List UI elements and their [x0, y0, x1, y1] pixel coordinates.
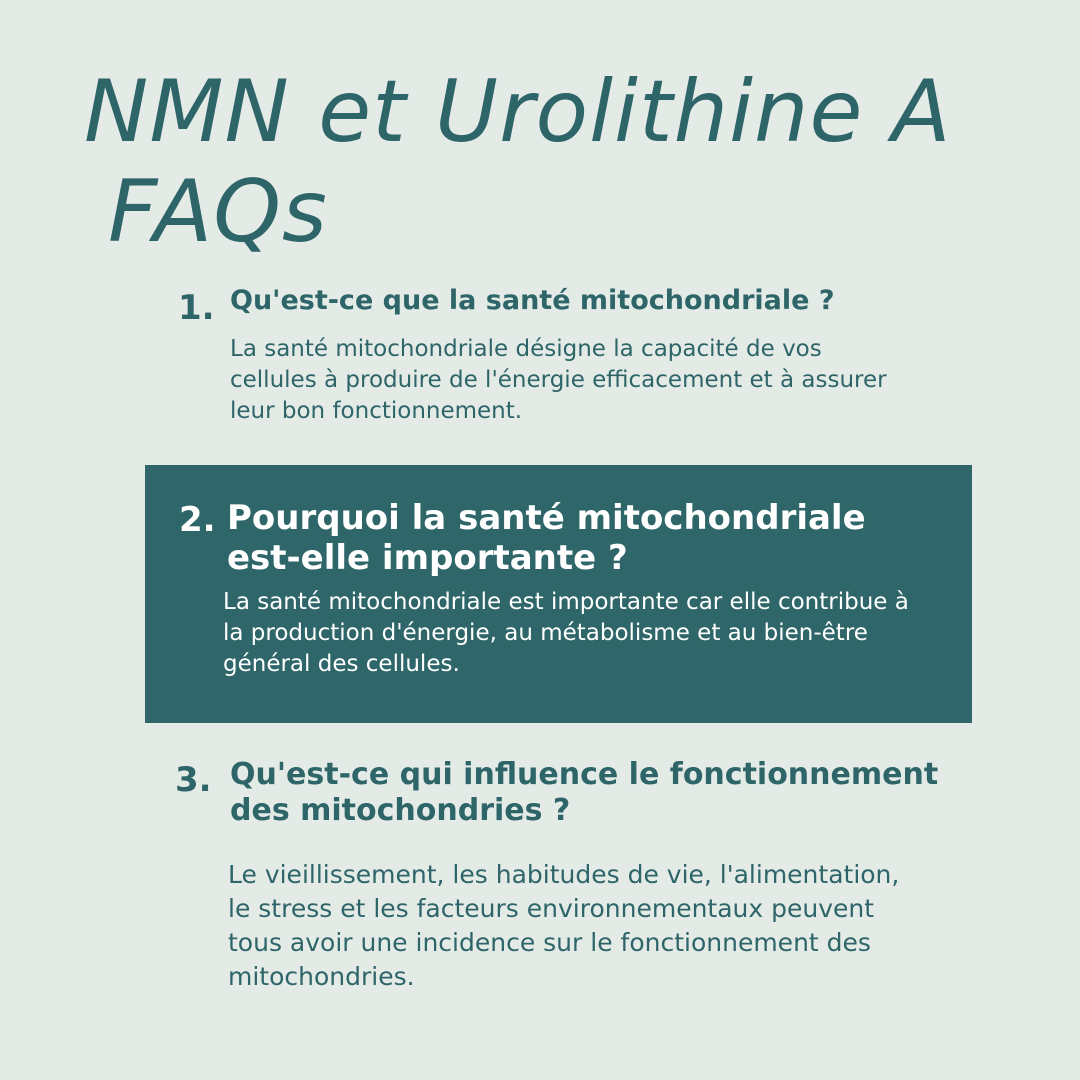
faq-question: Qu'est-ce qui influence le fonctionnement des mitochondries ?: [230, 757, 939, 828]
page-title: [84, 62, 952, 262]
faq-item-2-highlighted: [145, 465, 972, 723]
faq-question: Pourquoi la santé mitochondriale est-elle importante ?: [227, 498, 866, 578]
faq-number: 3.: [175, 760, 212, 800]
title-line-1: NMN et Urolithine A: [84, 62, 952, 162]
faq-answer: Le vieillissement, les habitudes de vie, l'alimentation, le stress et les facteurs environnementaux peuvent tous avoir une incidence sur le fonctionnement des mitochondries.: [228, 860, 900, 991]
faq-answer: La santé mitochondriale est importante car elle contribue à la production d'énergie, au métabolisme et au bien-être général des cellules.: [223, 589, 909, 677]
faq-question: Qu'est-ce que la santé mitochondriale ?: [230, 285, 835, 316]
faq-answer: La santé mitochondriale désigne la capacité de vos cellules à produire de l'énergie efficacement et à assurer leur bon fonctionnement.: [230, 336, 887, 424]
title-line-2: FAQs: [108, 162, 328, 262]
faq-number: 2.: [179, 500, 216, 540]
faq-number: 1.: [178, 288, 215, 328]
